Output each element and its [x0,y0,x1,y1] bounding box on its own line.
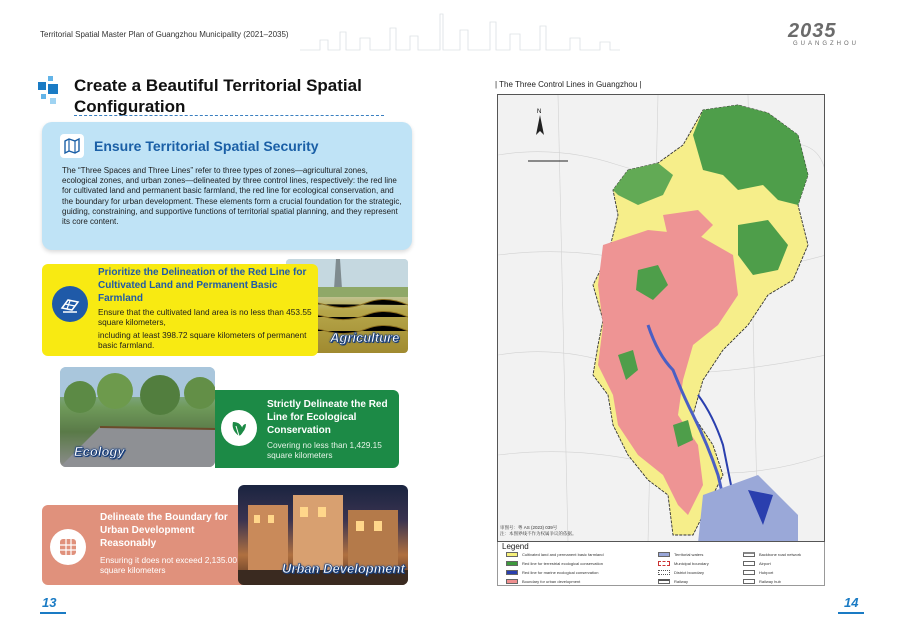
map-approval-note: 审图号：粤 AS (2023) 039号 注：本图界线不作为权属争议的依据。 [500,525,577,536]
page-number-left: 13 [42,595,57,610]
agriculture-text-2: including at least 398.72 square kilometers of permanent basic farmland. [98,330,307,350]
legend-item: Red line for terrestrial ecological conservation [506,559,604,568]
urban-panel [42,505,242,585]
legend-item: District boundary [658,568,709,577]
security-text: The “Three Spaces and Three Lines” refer to three types of zones—agricultural zones, ecological zones, and urban zones—delineated by three control lines, respectively: the red line for cultivated land and permanent basic farmland, the red line for ecological conservation, and the boundary for urban development. These elements form a crucial foundation for the strategic, guiding, constraining, and supportive functions of territorial spatial planning, and they represent its core content. [62,166,402,227]
legend-item: Territorial waters [658,550,709,559]
legend-item: Hubport [743,568,801,577]
ecology-panel [215,390,399,468]
urban-label: Urban Development [282,561,405,576]
map-icon [60,134,84,158]
page-number-right: 14 [844,595,859,610]
urban-text: Ensuring it does not exceed 2,135.00 square kilometers [100,555,237,575]
title-underline [74,115,384,116]
urban-photo [238,485,408,585]
security-header [60,132,319,160]
legend-item: Railway [658,577,709,586]
legend-item: Boundary for urban development [506,577,604,586]
legend-item: Airport [743,559,801,568]
logo-2035: 2035 [788,20,837,42]
legend-item: Municipal boundary [658,559,709,568]
page-number-underline-right [838,612,864,614]
agriculture-text-1: Ensure that the cultivated land area is no less than 453.55 square kilometers, [98,307,312,327]
three-control-lines-map [497,94,825,542]
page-number-underline-left [40,612,66,614]
svg-text:N: N [537,109,542,115]
legend-column-1 [506,550,604,586]
ecology-title: Strictly Delineate the Red Line for Ecological Conservation [267,399,388,436]
legend-title: Legend [502,542,529,551]
ecology-photo [60,367,215,467]
map-legend [497,542,825,586]
legend-item: Backbone road network [743,550,801,559]
building-icon [50,529,86,565]
logo-subtitle: GUANGZHOU [793,41,859,47]
section-title: Create a Beautiful Territorial Spatial Configuration [74,76,362,116]
map-caption: | The Three Control Lines in Guangzhou | [495,80,642,89]
agriculture-label: Agriculture [330,330,400,345]
header-title: Territorial Spatial Master Plan of Guangzhou Municipality (2021–2035) [40,30,289,39]
security-panel [42,122,412,250]
legend-item: Red line for marine ecological conservation [506,568,604,577]
urban-title: Delineate the Boundary for Urban Development Reasonably [100,512,228,549]
agriculture-title: Prioritize the Delineation of the Red Line for Cultivated Land and Permanent Basic Farmland [98,267,307,304]
legend-item: Railway hub [743,577,801,586]
leaf-icon [221,410,257,446]
agriculture-panel [42,264,318,356]
decorative-squares-icon [38,74,68,114]
farmland-icon [52,286,88,322]
security-title: Ensure Territorial Spatial Security [94,138,319,154]
ecology-label: Ecology [74,444,125,459]
ecology-text: Covering no less than 1,429.15 square kilometers [267,440,382,460]
legend-column-2 [658,550,709,586]
skyline-illustration [300,10,620,52]
legend-column-3 [743,550,801,586]
legend-item: Cultivated land and permanent basic farmland [506,550,604,559]
